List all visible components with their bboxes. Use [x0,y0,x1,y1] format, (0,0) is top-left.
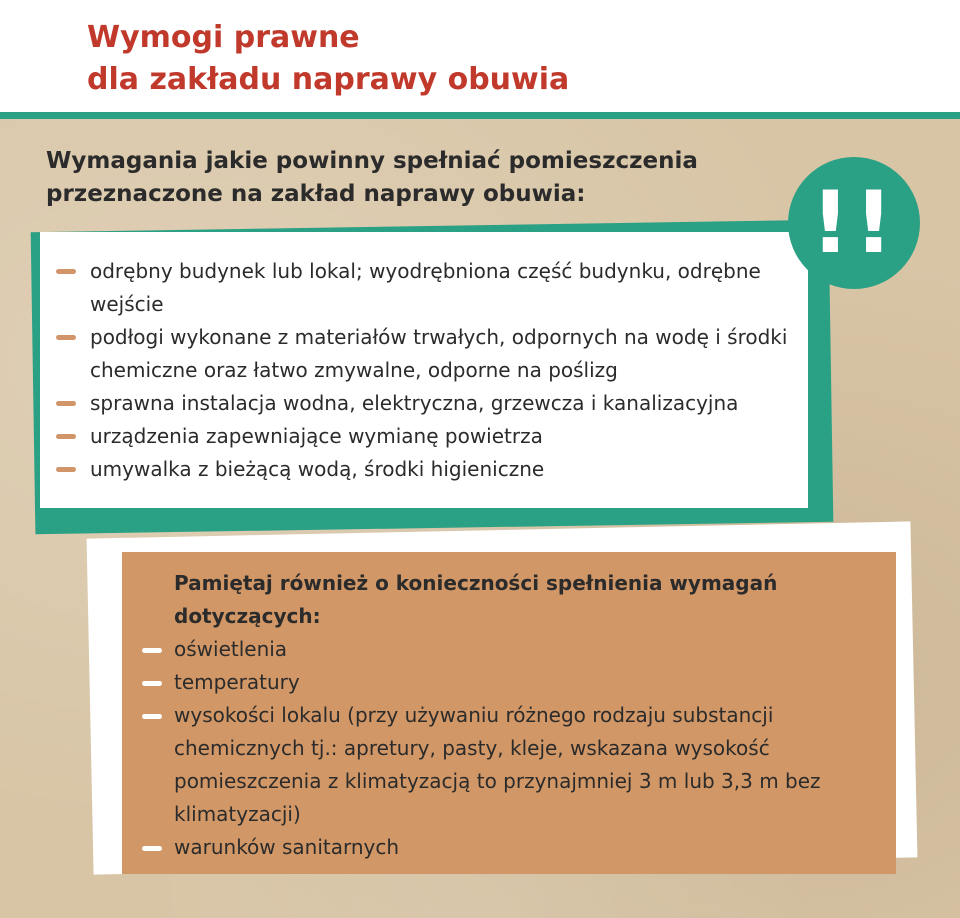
dash-icon [56,467,76,472]
reminder-heading: Pamiętaj również o konieczności spełnienia wymagań dotyczących: [174,571,778,628]
list-item: oświetlenia [136,633,876,666]
page-title: Wymogi prawne [87,20,360,55]
dash-icon [142,846,162,851]
requirements-list [52,255,812,486]
dash-icon [142,681,162,686]
dash-icon [142,714,162,719]
list-item: temperatury [136,666,876,699]
exclamation-badge-text: !! [810,173,898,273]
dash-icon [56,434,76,439]
dash-icon [56,335,76,340]
header-divider [0,112,960,119]
header [0,0,960,112]
list-item: wysokości lokalu (przy używaniu różnego rodzaju substancji chemicznych tj.: apretury, pasty, kleje, wskazana wysokość pomieszczenia z klimatyzacją to przynajmniej 3 m lub 3,3 m bez klimatyzacji) [136,699,876,831]
dash-icon [56,401,76,406]
list-item: warunków sanitarnych [136,831,876,864]
requirements-heading: Wymagania jakie powinny spełniać pomieszczenia przeznaczone na zakład naprawy obuwia: [46,148,698,207]
dash-icon [142,648,162,653]
list-item: podłogi wykonane z materiałów trwałych, odpornych na wodę i środki chemiczne oraz łatwo zmywalne, odporne na poślizg [52,321,812,387]
reminder-list [136,633,876,864]
page-subtitle: dla zakładu naprawy obuwia [87,62,570,97]
list-item: sprawna instalacja wodna, elektryczna, grzewcza i kanalizacyjna [52,387,812,420]
dash-icon [56,269,76,274]
list-item: urządzenia zapewniające wymianę powietrza [52,420,812,453]
list-item: umywalka z bieżącą wodą, środki higieniczne [52,453,812,486]
list-item: odrębny budynek lub lokal; wyodrębniona część budynku, odrębne wejście [52,255,812,321]
